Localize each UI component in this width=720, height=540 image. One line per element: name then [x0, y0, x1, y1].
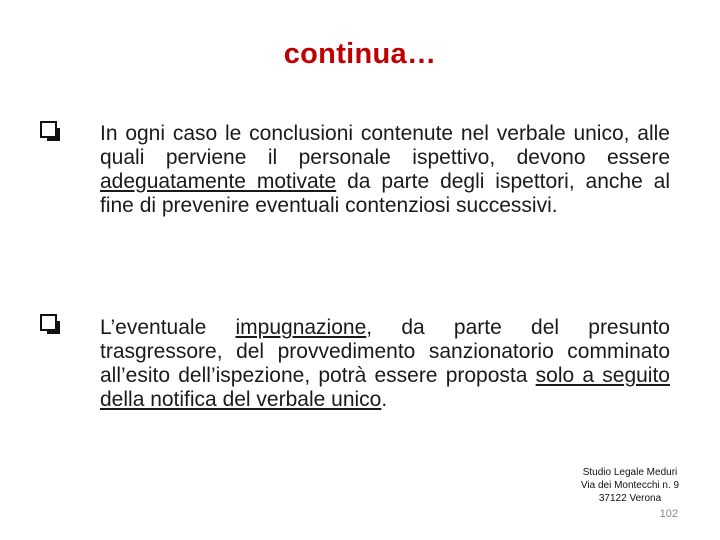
paragraph-2-text-end: .: [381, 388, 388, 411]
page-number: 102: [659, 508, 678, 520]
paragraph-2-underlined-impugnazione: impugnazione: [235, 316, 367, 339]
paragraph-1-underlined-text: adeguatamente motivate: [100, 170, 337, 193]
footer-line-3: 37122 Verona: [598, 493, 662, 504]
paragraph-2-underlined-phrase: solo a seguito della notifica del verbale unico: [100, 364, 670, 411]
paragraph-1-text-end: da parte degli ispettori, anche al fine di prevenire eventuali contenziosi successivi.: [100, 170, 670, 217]
checkbox-bullet-icon: [40, 314, 57, 331]
paragraph-2-text-middle: , da parte del presunto trasgressore, del provvedimento sanzionatorio comminato all’esito dell’ispezione, potrà essere proposta: [100, 316, 670, 387]
paragraph-2: [100, 316, 670, 412]
footer-line-2: Via dei Montecchi n. 9: [580, 480, 680, 491]
checkbox-bullet-icon: [40, 121, 57, 138]
footer-line-1: Studio Legale Meduri: [582, 467, 678, 478]
paragraph-1: [100, 122, 670, 218]
slide-title: continua…: [283, 38, 437, 70]
footer-address: [540, 466, 720, 505]
paragraph-1-text: In ogni caso le conclusioni contenute nel verbale unico, alle quali perviene il personale ispettivo, devono essere: [100, 122, 670, 169]
paragraph-2-text: L’eventuale: [100, 316, 236, 339]
